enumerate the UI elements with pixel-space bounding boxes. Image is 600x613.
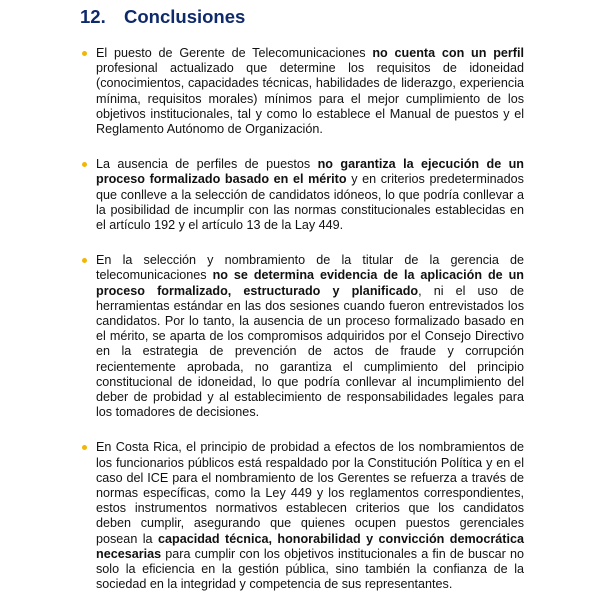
text-run: para cumplir con los objetivos institucionales a fin de buscar no solo la eficiencia en la gestión pública, sino también la confianza de la sociedad en la integridad y competencia de sus representantes. — [96, 546, 524, 592]
section-heading — [80, 6, 245, 28]
bold-run: no garantiza la ejecución de un proceso formalizado basado en el mérito — [96, 157, 524, 187]
text-run: y en criterios predeterminados que conlleve a la selección de candidatos idóneos, lo que podría conllevar a la posibilidad de incumplir con las normas constitucionales establecidas en el artículo 192 y el artículo 13 de la Lay 449. — [96, 172, 524, 233]
conclusion-item-1 — [96, 46, 524, 137]
conclusions-list — [96, 46, 524, 613]
bold-run: capacidad técnica, honorabilidad y convicción democrática necesarias — [96, 531, 524, 561]
bold-run: no cuenta con un perfil — [372, 46, 524, 60]
conclusion-item-4 — [96, 440, 524, 592]
section-number: 12. — [80, 6, 106, 27]
text-run: , ni el uso de herramientas estándar en las dos sesiones cuando fueron entrevistados los candidatos. Por lo tanto, la ausencia de un proceso formalizado basado en el mérito, se aparta de los compromisos adquiridos por el Consejo Directivo en la estrategia de prevención de actos de fraude y corrupción recientemente aprobada, no garantiza el cumplimiento del principio constitucional de idoneidad, lo que podría conllevar al incumplimiento del deber de probidad y al establecimiento de responsabilidades legales para los tomadores de decisiones. — [96, 283, 524, 420]
text-run: profesional actualizado que determine los requisitos de idoneidad (conocimientos, capacidades técnicas, habilidades de liderazgo, experiencia mínima, requisitos morales) mínimos para el mejor cumplimiento de los objetivos institucionales, tal y como lo establece el Manual de puestos y el Reglamento Autónomo de Organización. — [96, 61, 524, 137]
bold-run: no se determina evidencia de la aplicación de un proceso formalizado, estructurado y planificado — [96, 268, 524, 298]
conclusion-item-3 — [96, 253, 524, 420]
conclusion-item-2 — [96, 157, 524, 233]
text-run: El puesto de Gerente de Telecomunicaciones — [96, 46, 373, 60]
section-title: Conclusiones — [124, 6, 246, 27]
text-run: En Costa Rica, el principio de probidad a efectos de los nombramientos de los funcionarios públicos está respaldado por la Constitución Política y en el caso del ICE para el nombramiento de los Gerentes se refuerza a través de normas específicas, como la Ley 449 y los reglamentos correspondientes, estos instrumentos normativos establecen criterios que los candidatos deben cumplir, asegurando que quienes ocupen puestos gerenciales posean la — [96, 440, 524, 546]
text-run: En la selección y nombramiento de la titular de la gerencia de telecomunicaciones — [96, 253, 524, 283]
text-run: La ausencia de perfiles de puestos — [96, 157, 318, 172]
